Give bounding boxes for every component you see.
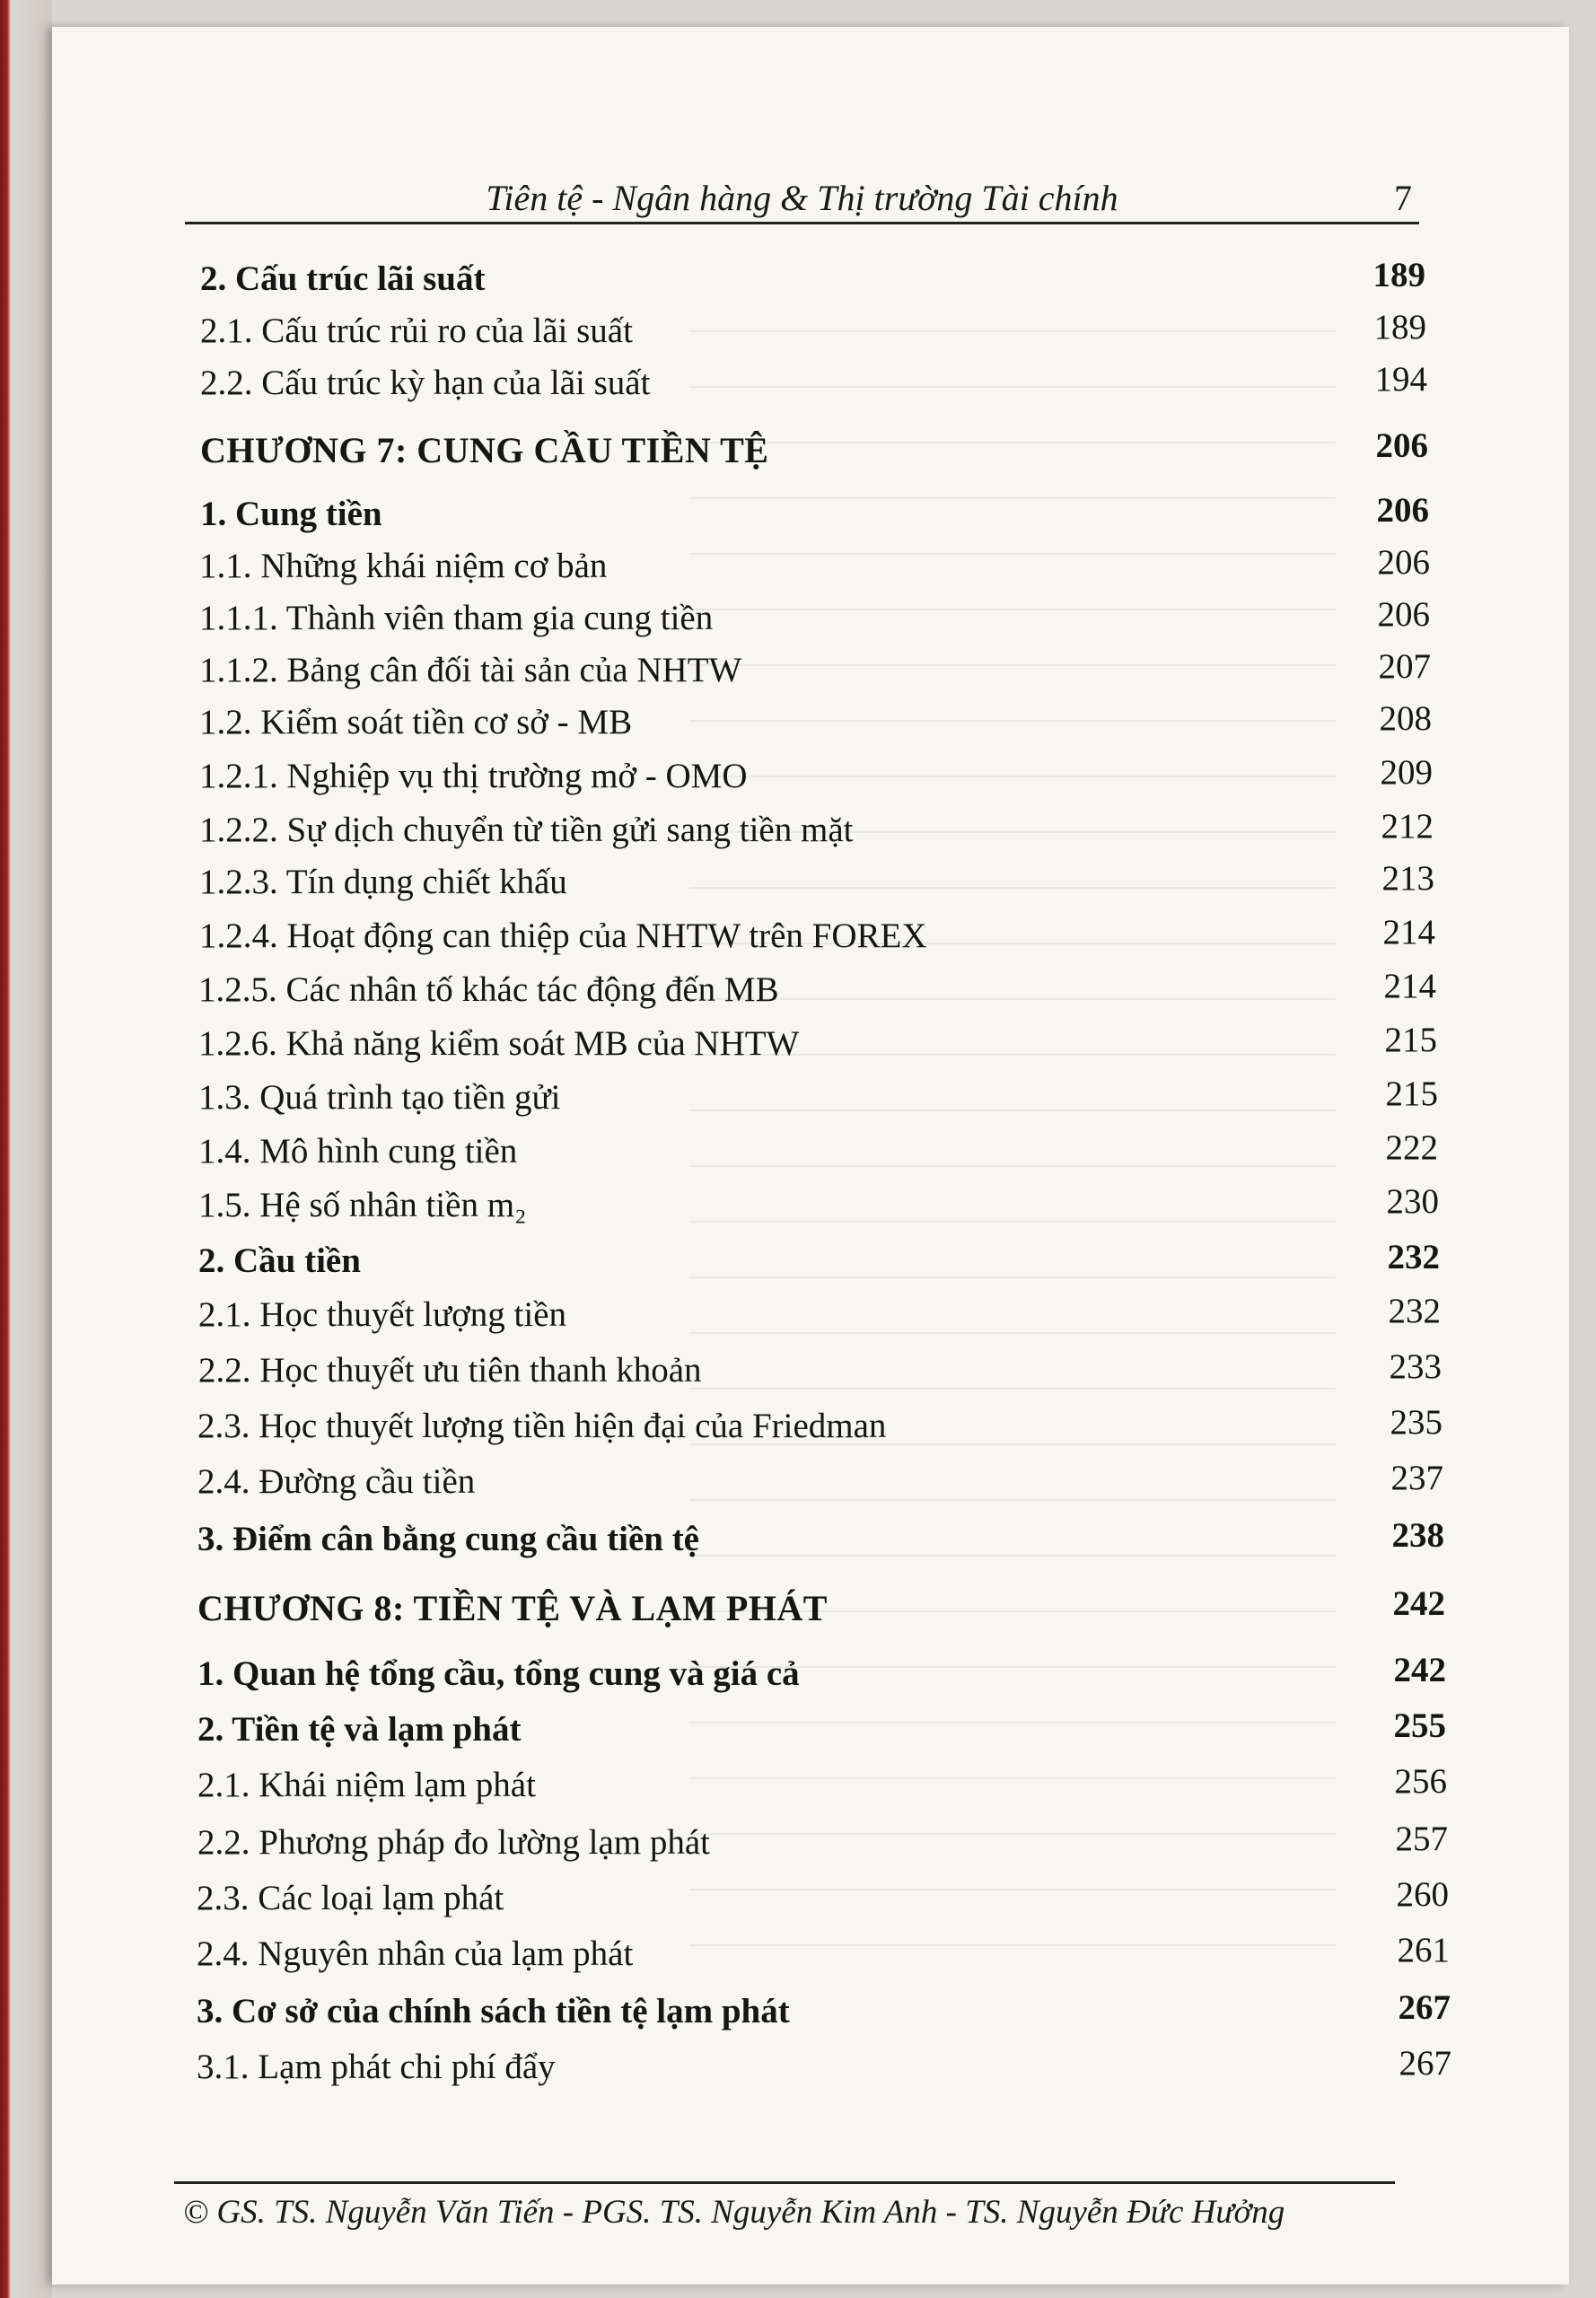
toc-entry-title: 2.2. Phương pháp đo lường lạm phát (197, 1823, 710, 1862)
toc-entry-title: 1.2.6. Khả năng kiểm soát MB của NHTW (198, 1024, 800, 1063)
toc-entry-title: 3.1. Lạm phát chi phí đẩy (197, 2048, 556, 2086)
footer-credits: © GS. TS. Nguyễn Văn Tiến - PGS. TS. Nguyễn Kim Anh - TS. Nguyễn Đức Hưởng (183, 2194, 1285, 2231)
toc-entry-title: 1.2.3. Tín dụng chiết khấu (199, 863, 567, 901)
toc-page-number: 206 (1376, 491, 1429, 530)
toc-page-number: 233 (1389, 1347, 1442, 1386)
toc-entry-title: 1.2.1. Nghiệp vụ thị trường mở - OMO (199, 757, 748, 795)
book-page (52, 27, 1569, 2285)
toc-entry-title: 2. Tiền tệ và lạm phát (197, 1710, 522, 1749)
toc-page-number: 260 (1396, 1875, 1449, 1914)
toc-page-number: 215 (1385, 1074, 1438, 1113)
toc-entry-title: 2. Cấu trúc lãi suất (200, 259, 486, 298)
toc-page-number: 222 (1385, 1128, 1438, 1167)
page-footer (174, 2181, 1395, 2238)
toc-page-number: 189 (1372, 256, 1425, 294)
header-page-number: 7 (1394, 178, 1412, 218)
toc-entry-title: 1.2.5. Các nhân tố khác tác động đến MB (198, 970, 779, 1009)
toc-page-number: 232 (1387, 1238, 1440, 1276)
toc-entry-title: 3. Điểm cân bằng cung cầu tiền tệ (197, 1520, 699, 1558)
toc-page-number: 238 (1391, 1516, 1444, 1555)
toc-page-number: 215 (1384, 1021, 1437, 1059)
toc-page-number: 212 (1381, 807, 1434, 846)
toc-entry-title: 2.3. Học thuyết lượng tiền hiện đại của Friedman (197, 1407, 887, 1445)
toc-page-number: 189 (1373, 308, 1426, 346)
toc-entry-title: 1.2.4. Hoạt động can thiệp của NHTW trên FOREX (199, 917, 927, 955)
toc-page-number: 213 (1381, 859, 1434, 898)
toc-entry-title: 2.3. Các loại lạm phát (197, 1879, 504, 1917)
table-of-contents (52, 27, 1569, 2285)
toc-page-number: 206 (1377, 543, 1430, 582)
toc-entry-title: 1.4. Mô hình cung tiền (198, 1132, 518, 1171)
toc-entry-title: 1.3. Quá trình tạo tiền gửi (198, 1078, 561, 1117)
toc-page-number: 206 (1377, 595, 1430, 634)
toc-page-number: 207 (1378, 647, 1431, 686)
toc-chapter-title: CHƯƠNG 8: TIỀN TỆ VÀ LẠM PHÁT (197, 1588, 828, 1628)
toc-page-number: 261 (1397, 1931, 1450, 1969)
toc-page-number: 235 (1390, 1403, 1443, 1442)
toc-entry-title: 1. Cung tiền (200, 495, 382, 533)
toc-page-number: 256 (1394, 1762, 1447, 1801)
toc-entry-title: 2.2. Học thuyết ưu tiên thanh khoản (198, 1351, 702, 1390)
toc-page-number: 209 (1380, 753, 1433, 792)
toc-page-number: 242 (1393, 1651, 1446, 1689)
toc-entry-title: 1.2.2. Sự dịch chuyển từ tiền gửi sang tiền mặt (199, 811, 854, 849)
toc-entry-title: 2.4. Nguyên nhân của lạm phát (197, 1934, 634, 1973)
toc-entry-title: 1.1.2. Bảng cân đối tài sản của NHTW (199, 651, 742, 689)
toc-entry-title: 2.2. Cấu trúc kỳ hạn của lãi suất (200, 364, 651, 402)
toc-page-number: 232 (1388, 1292, 1441, 1330)
toc-page-number: 267 (1399, 2044, 1451, 2083)
toc-entry-title: 1.1.1. Thành viên tham gia cung tiền (199, 599, 714, 637)
header-title: Tiên tệ - Ngân hàng & Thị trường Tài chính (486, 178, 1118, 218)
toc-page-number: 237 (1390, 1459, 1443, 1497)
toc-entry-title: 2.1. Cấu trúc rủi ro của lãi suất (200, 311, 633, 350)
toc-entry-title: 1.2. Kiểm soát tiền cơ sở - MB (199, 703, 633, 741)
toc-page-number: 267 (1398, 1988, 1451, 2027)
toc-page-number: 208 (1379, 699, 1432, 738)
toc-page-number: 214 (1383, 967, 1436, 1005)
toc-entry-title: 1. Quan hệ tổng cầu, tổng cung và giá cả (197, 1654, 800, 1693)
book-spine-edge (0, 0, 52, 2298)
toc-page-number: 206 (1375, 426, 1428, 465)
toc-chapter-title: CHƯƠNG 7: CUNG CẦU TIỀN TỆ (200, 430, 769, 470)
toc-page-number: 214 (1382, 913, 1435, 952)
toc-entry-title: 2. Cầu tiền (198, 1241, 361, 1280)
toc-page-number: 242 (1392, 1584, 1445, 1623)
toc-entry-title: 1.1. Những khái niệm cơ bản (199, 547, 608, 585)
toc-page-number: 255 (1393, 1706, 1446, 1745)
toc-page-number: 194 (1374, 360, 1427, 399)
toc-entry-title: 2.1. Học thuyết lượng tiền (198, 1295, 567, 1334)
toc-page-number: 230 (1386, 1182, 1439, 1221)
toc-entry-title: 1.5. Hệ số nhân tiền m₂ (198, 1186, 527, 1224)
toc-page-number: 257 (1395, 1820, 1448, 1858)
toc-entry-title: 2.4. Đường cầu tiền (197, 1462, 476, 1501)
toc-entry-title: 2.1. Khái niệm lạm phát (197, 1766, 536, 1804)
toc-entry-title: 3. Cơ sở của chính sách tiền tệ lạm phát (197, 1992, 790, 2030)
